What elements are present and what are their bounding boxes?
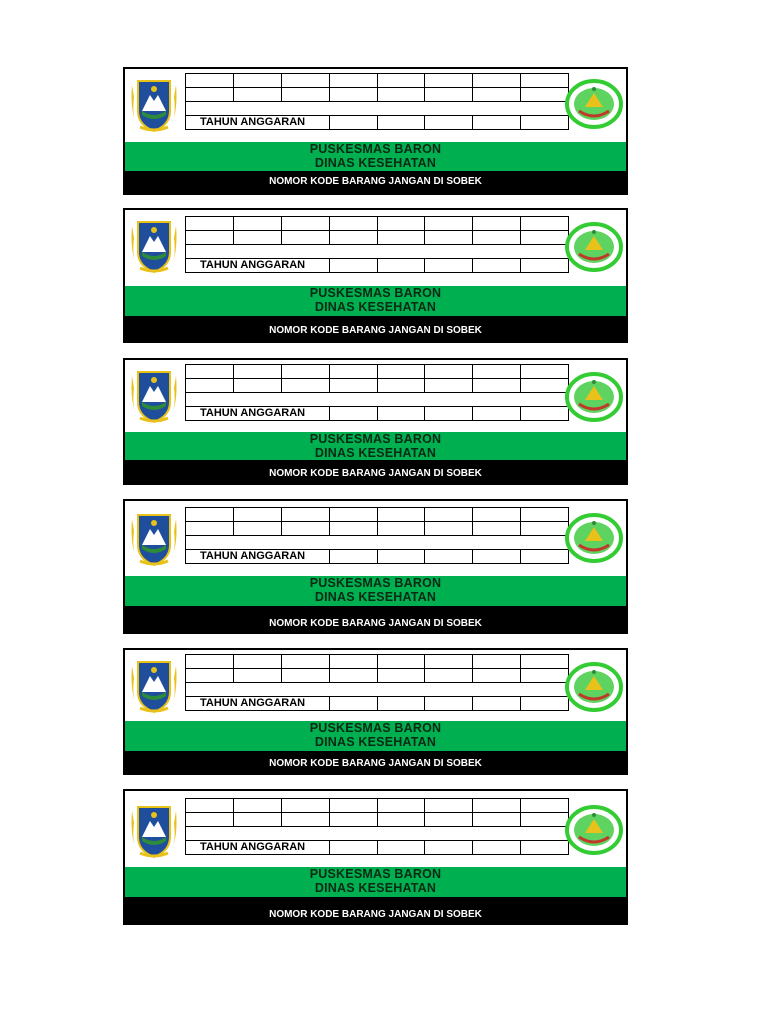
year-cell[interactable] <box>377 116 425 130</box>
code-row-1 <box>186 799 569 813</box>
code-cell[interactable] <box>377 508 425 522</box>
year-cell[interactable] <box>425 841 473 855</box>
code-table <box>185 364 569 421</box>
year-cell[interactable] <box>329 259 377 273</box>
label-card-6 <box>123 789 628 925</box>
label-card-5 <box>123 648 628 775</box>
year-cell[interactable] <box>521 550 569 564</box>
code-cell[interactable] <box>425 655 473 669</box>
title-band <box>125 142 626 171</box>
code-cell[interactable] <box>425 231 473 245</box>
code-cell[interactable] <box>186 74 234 88</box>
year-cell[interactable] <box>377 550 425 564</box>
code-cell[interactable] <box>521 655 569 669</box>
code-cell-wide[interactable] <box>186 102 569 116</box>
code-cell[interactable] <box>281 365 329 379</box>
year-cell[interactable] <box>425 550 473 564</box>
year-cell[interactable] <box>329 697 377 711</box>
code-cell[interactable] <box>521 231 569 245</box>
year-cell[interactable] <box>473 841 521 855</box>
title-band <box>125 432 626 462</box>
year-cell[interactable] <box>521 841 569 855</box>
puskesmas-emblem-icon <box>565 79 623 129</box>
code-cell[interactable] <box>377 799 425 813</box>
year-cell[interactable] <box>473 116 521 130</box>
code-cell[interactable] <box>521 799 569 813</box>
title-line-1: PUSKESMAS BARON <box>309 142 442 156</box>
footer-band: NOMOR KODE BARANG JANGAN DI SOBEK <box>125 897 626 923</box>
label-card-3 <box>123 358 628 485</box>
code-cell[interactable] <box>281 231 329 245</box>
year-row <box>186 550 569 564</box>
year-cell[interactable] <box>425 697 473 711</box>
puskesmas-emblem-icon <box>565 372 623 422</box>
regency-crest-icon <box>128 801 180 861</box>
code-cell[interactable] <box>425 669 473 683</box>
code-cell[interactable] <box>425 217 473 231</box>
label-card-1 <box>123 67 628 195</box>
code-cell[interactable] <box>521 669 569 683</box>
code-cell[interactable] <box>233 669 281 683</box>
code-row-3 <box>186 827 569 841</box>
code-cell[interactable] <box>281 813 329 827</box>
title-line-1: PUSKESMAS BARON <box>309 432 442 446</box>
code-cell-wide[interactable] <box>186 245 569 259</box>
footer-band: NOMOR KODE BARANG JANGAN DI SOBEK <box>125 171 626 193</box>
code-cell[interactable] <box>186 231 234 245</box>
code-cell[interactable] <box>233 813 281 827</box>
code-table <box>185 654 569 711</box>
year-cell[interactable] <box>329 550 377 564</box>
year-label: TAHUN ANGGARAN <box>186 116 330 130</box>
code-cell[interactable] <box>329 365 377 379</box>
title-line-1: PUSKESMAS BARON <box>309 286 442 300</box>
code-cell[interactable] <box>329 508 377 522</box>
code-cell[interactable] <box>186 813 234 827</box>
year-cell[interactable] <box>521 259 569 273</box>
title-line-2: DINAS KESEHATAN <box>314 300 437 314</box>
year-row <box>186 116 569 130</box>
code-cell[interactable] <box>377 669 425 683</box>
year-cell[interactable] <box>425 259 473 273</box>
year-cell[interactable] <box>377 697 425 711</box>
regency-crest-icon <box>128 656 180 716</box>
year-label: TAHUN ANGGARAN <box>186 407 330 421</box>
year-cell[interactable] <box>473 407 521 421</box>
code-cell[interactable] <box>233 655 281 669</box>
year-row <box>186 407 569 421</box>
label-card-2 <box>123 208 628 343</box>
code-cell[interactable] <box>425 379 473 393</box>
regency-crest-icon <box>128 509 180 569</box>
code-cell[interactable] <box>425 508 473 522</box>
code-row-2 <box>186 813 569 827</box>
regency-crest-icon <box>128 216 180 276</box>
title-line-1: PUSKESMAS BARON <box>309 867 442 881</box>
code-cell-wide[interactable] <box>186 393 569 407</box>
code-cell[interactable] <box>473 74 521 88</box>
code-cell[interactable] <box>281 74 329 88</box>
code-cell[interactable] <box>473 799 521 813</box>
code-cell[interactable] <box>186 799 234 813</box>
code-cell[interactable] <box>473 88 521 102</box>
code-cell[interactable] <box>377 379 425 393</box>
code-cell[interactable] <box>521 813 569 827</box>
code-cell[interactable] <box>186 379 234 393</box>
puskesmas-emblem-icon <box>565 222 623 272</box>
code-cell-wide[interactable] <box>186 536 569 550</box>
code-row-2 <box>186 669 569 683</box>
code-cell[interactable] <box>377 217 425 231</box>
code-row-3 <box>186 683 569 697</box>
code-cell[interactable] <box>329 522 377 536</box>
code-cell[interactable] <box>473 655 521 669</box>
code-cell[interactable] <box>281 217 329 231</box>
code-cell[interactable] <box>233 522 281 536</box>
code-cell[interactable] <box>233 799 281 813</box>
year-cell[interactable] <box>377 259 425 273</box>
code-row-2 <box>186 522 569 536</box>
code-cell[interactable] <box>281 799 329 813</box>
puskesmas-emblem-icon <box>565 805 623 855</box>
code-cell[interactable] <box>521 88 569 102</box>
code-cell[interactable] <box>473 813 521 827</box>
code-cell[interactable] <box>281 669 329 683</box>
title-line-2: DINAS KESEHATAN <box>314 446 437 460</box>
code-table <box>185 507 569 564</box>
year-cell[interactable] <box>473 550 521 564</box>
code-cell[interactable] <box>521 217 569 231</box>
title-band <box>125 867 626 899</box>
code-cell[interactable] <box>186 88 234 102</box>
code-cell[interactable] <box>329 231 377 245</box>
code-cell[interactable] <box>233 74 281 88</box>
code-cell[interactable] <box>377 365 425 379</box>
year-label: TAHUN ANGGARAN <box>186 697 330 711</box>
code-cell[interactable] <box>377 231 425 245</box>
code-cell[interactable] <box>233 508 281 522</box>
code-cell[interactable] <box>425 522 473 536</box>
code-cell[interactable] <box>186 508 234 522</box>
regency-crest-icon <box>128 366 180 426</box>
code-cell[interactable] <box>233 88 281 102</box>
year-cell[interactable] <box>425 116 473 130</box>
code-table <box>185 798 569 855</box>
code-cell[interactable] <box>377 813 425 827</box>
code-cell[interactable] <box>377 522 425 536</box>
year-cell[interactable] <box>521 697 569 711</box>
code-cell[interactable] <box>186 522 234 536</box>
code-cell[interactable] <box>377 88 425 102</box>
year-label: TAHUN ANGGARAN <box>186 550 330 564</box>
code-row-3 <box>186 102 569 116</box>
code-cell-wide[interactable] <box>186 827 569 841</box>
year-cell[interactable] <box>521 116 569 130</box>
footer-band: NOMOR KODE BARANG JANGAN DI SOBEK <box>125 460 626 483</box>
code-cell[interactable] <box>329 813 377 827</box>
code-cell[interactable] <box>377 74 425 88</box>
code-cell[interactable] <box>281 88 329 102</box>
code-row-3 <box>186 536 569 550</box>
code-row-3 <box>186 245 569 259</box>
regency-crest-icon <box>128 75 180 135</box>
year-cell[interactable] <box>425 407 473 421</box>
code-cell[interactable] <box>425 74 473 88</box>
code-cell[interactable] <box>473 508 521 522</box>
title-line-1: PUSKESMAS BARON <box>309 721 442 735</box>
code-row-1 <box>186 217 569 231</box>
code-cell[interactable] <box>425 813 473 827</box>
code-cell[interactable] <box>329 74 377 88</box>
year-cell[interactable] <box>329 116 377 130</box>
code-row-1 <box>186 508 569 522</box>
code-cell[interactable] <box>281 379 329 393</box>
year-cell[interactable] <box>329 407 377 421</box>
code-cell[interactable] <box>521 365 569 379</box>
title-line-2: DINAS KESEHATAN <box>314 881 437 895</box>
code-cell[interactable] <box>521 522 569 536</box>
puskesmas-emblem-icon <box>565 513 623 563</box>
year-cell[interactable] <box>377 841 425 855</box>
code-cell[interactable] <box>233 379 281 393</box>
code-cell[interactable] <box>233 217 281 231</box>
title-line-2: DINAS KESEHATAN <box>314 590 437 604</box>
code-row-1 <box>186 74 569 88</box>
footer-band: NOMOR KODE BARANG JANGAN DI SOBEK <box>125 751 626 773</box>
year-row <box>186 841 569 855</box>
code-cell[interactable] <box>521 379 569 393</box>
code-cell[interactable] <box>425 365 473 379</box>
code-cell[interactable] <box>473 365 521 379</box>
code-cell[interactable] <box>281 522 329 536</box>
code-cell[interactable] <box>329 799 377 813</box>
footer-band: NOMOR KODE BARANG JANGAN DI SOBEK <box>125 606 626 632</box>
code-cell[interactable] <box>186 365 234 379</box>
code-cell[interactable] <box>329 655 377 669</box>
code-cell[interactable] <box>521 508 569 522</box>
code-table <box>185 73 569 130</box>
year-row <box>186 259 569 273</box>
code-cell[interactable] <box>281 508 329 522</box>
year-label: TAHUN ANGGARAN <box>186 841 330 855</box>
year-label: TAHUN ANGGARAN <box>186 259 330 273</box>
footer-band: NOMOR KODE BARANG JANGAN DI SOBEK <box>125 316 626 341</box>
code-cell[interactable] <box>233 231 281 245</box>
year-cell[interactable] <box>521 407 569 421</box>
code-row-1 <box>186 655 569 669</box>
title-line-2: DINAS KESEHATAN <box>314 735 437 749</box>
code-cell[interactable] <box>233 365 281 379</box>
code-cell[interactable] <box>329 669 377 683</box>
code-cell[interactable] <box>425 88 473 102</box>
code-row-1 <box>186 365 569 379</box>
code-cell[interactable] <box>473 231 521 245</box>
year-cell[interactable] <box>329 841 377 855</box>
year-cell[interactable] <box>473 697 521 711</box>
code-cell[interactable] <box>521 74 569 88</box>
title-band <box>125 721 626 753</box>
label-card-4 <box>123 499 628 634</box>
code-cell[interactable] <box>186 655 234 669</box>
code-cell[interactable] <box>473 379 521 393</box>
code-cell[interactable] <box>329 88 377 102</box>
code-cell[interactable] <box>281 655 329 669</box>
code-cell[interactable] <box>377 655 425 669</box>
code-cell[interactable] <box>473 217 521 231</box>
code-table <box>185 216 569 273</box>
year-cell[interactable] <box>377 407 425 421</box>
code-cell[interactable] <box>425 799 473 813</box>
code-cell[interactable] <box>473 669 521 683</box>
code-row-3 <box>186 393 569 407</box>
code-row-2 <box>186 379 569 393</box>
title-line-2: DINAS KESEHATAN <box>314 156 437 170</box>
title-band <box>125 576 626 607</box>
code-cell[interactable] <box>329 217 377 231</box>
year-row <box>186 697 569 711</box>
code-cell[interactable] <box>329 379 377 393</box>
puskesmas-emblem-icon <box>565 662 623 712</box>
title-line-1: PUSKESMAS BARON <box>309 576 442 590</box>
year-cell[interactable] <box>473 259 521 273</box>
code-row-2 <box>186 88 569 102</box>
title-band <box>125 286 626 316</box>
code-cell[interactable] <box>473 522 521 536</box>
code-cell[interactable] <box>186 669 234 683</box>
code-row-2 <box>186 231 569 245</box>
code-cell[interactable] <box>186 217 234 231</box>
code-cell-wide[interactable] <box>186 683 569 697</box>
